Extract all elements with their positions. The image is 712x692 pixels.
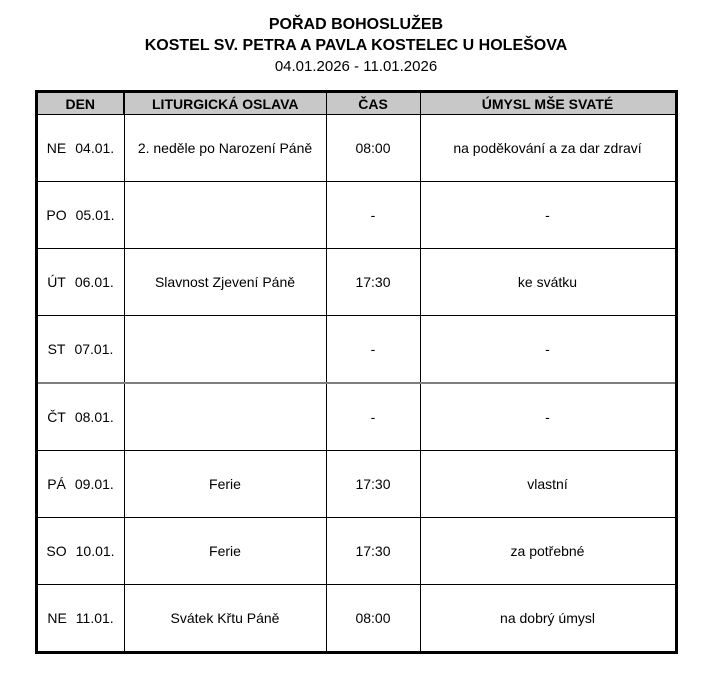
day-abbreviation: PO (46, 207, 67, 223)
column-header-celebration: LITURGICKÁ OSLAVA (124, 92, 326, 115)
document-header (0, 14, 712, 77)
time-cell: 17:30 (326, 451, 420, 518)
time-cell: 08:00 (326, 585, 420, 653)
table-row (36, 383, 676, 451)
table-header-row (36, 92, 676, 115)
celebration-cell (124, 182, 326, 249)
day-abbreviation: SO (46, 543, 67, 559)
table-row (36, 316, 676, 384)
day-date: 04.01. (75, 140, 115, 156)
date-range: 04.01.2026 - 11.01.2026 (274, 58, 438, 75)
schedule-table (35, 90, 678, 654)
celebration-cell (124, 316, 326, 384)
day-date: 05.01. (75, 207, 115, 223)
church-name: KOSTEL SV. PETRA A PAVLA KOSTELEC U HOLEŠOVA (144, 37, 568, 54)
day-date: 06.01. (74, 274, 114, 290)
celebration-cell: Slavnost Zjevení Páně (124, 249, 326, 316)
celebration-cell: Ferie (124, 451, 326, 518)
intention-cell: - (420, 383, 676, 451)
intention-cell: vlastní (420, 451, 676, 518)
day-date: 09.01. (74, 476, 114, 492)
time-cell: 17:30 (326, 249, 420, 316)
day-abbreviation: PÁ (47, 476, 66, 492)
day-cell (36, 316, 124, 384)
day-date: 10.01. (75, 543, 115, 559)
day-cell (36, 115, 124, 182)
schedule-rows (36, 115, 676, 653)
column-header-day: DEN (36, 92, 124, 115)
celebration-cell: Ferie (124, 518, 326, 585)
document-title: POŘAD BOHOSLUŽEB (268, 16, 444, 33)
intention-cell: za potřebné (420, 518, 676, 585)
column-header-intention: ÚMYSL MŠE SVATÉ (420, 92, 676, 115)
intention-cell: ke svátku (420, 249, 676, 316)
table-row (36, 518, 676, 585)
table-row (36, 249, 676, 316)
day-abbreviation: NE (47, 610, 67, 626)
celebration-cell (124, 383, 326, 451)
day-cell (36, 585, 124, 653)
intention-cell: - (420, 316, 676, 384)
day-cell (36, 249, 124, 316)
table-row (36, 451, 676, 518)
day-abbreviation: ČT (47, 409, 66, 425)
day-date: 08.01. (74, 409, 114, 425)
time-cell: 08:00 (326, 115, 420, 182)
day-abbreviation: NE (46, 140, 67, 156)
day-cell (36, 383, 124, 451)
day-abbreviation: ST (47, 341, 66, 357)
time-cell: 17:30 (326, 518, 420, 585)
time-cell: - (326, 383, 420, 451)
day-date: 07.01. (74, 341, 114, 357)
table-row (36, 182, 676, 249)
intention-cell: na poděkování a za dar zdraví (420, 115, 676, 182)
table-row (36, 585, 676, 653)
time-cell: - (326, 182, 420, 249)
intention-cell: - (420, 182, 676, 249)
day-cell (36, 182, 124, 249)
day-date: 11.01. (75, 610, 114, 626)
table-row (36, 115, 676, 182)
intention-cell: na dobrý úmysl (420, 585, 676, 653)
column-header-time: ČAS (326, 92, 420, 115)
celebration-cell: 2. neděle po Narození Páně (124, 115, 326, 182)
time-cell: - (326, 316, 420, 384)
day-cell (36, 451, 124, 518)
day-cell (36, 518, 124, 585)
day-abbreviation: ÚT (47, 274, 66, 290)
celebration-cell: Svátek Křtu Páně (124, 585, 326, 653)
